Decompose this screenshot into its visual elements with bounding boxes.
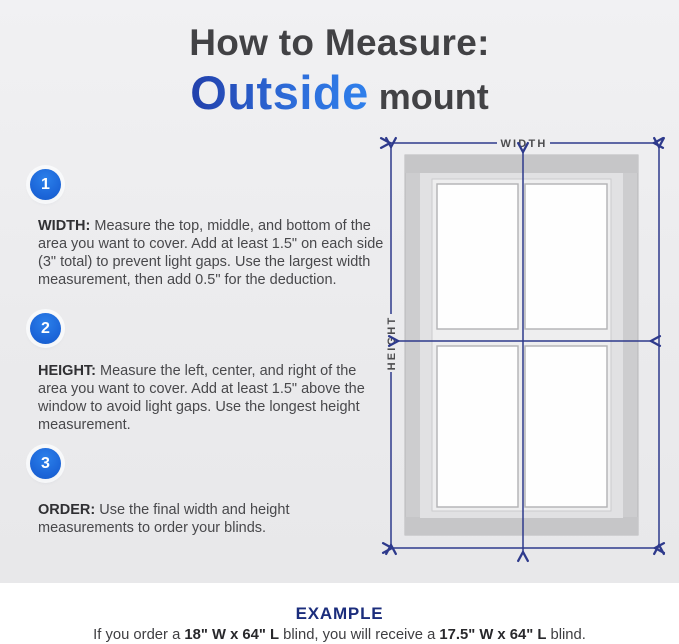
example-heading: EXAMPLE (295, 604, 384, 623)
window-pane-bottom-right (525, 346, 607, 507)
title-highlight: Outside (190, 65, 369, 119)
step-1-number: 1 (41, 175, 50, 193)
example-ordered-size: 18" W x 64" L (184, 627, 280, 643)
example-part-3: blind. (546, 627, 586, 643)
step-3-body: Use the final width and height measurements to order your blinds. (38, 501, 290, 536)
example-footer (0, 583, 679, 644)
example-part-1: If you order a (93, 627, 185, 643)
width-arrow-top (390, 138, 654, 150)
example-received-size: 17.5" W x 64" L (439, 627, 547, 643)
example-part-2: blind, you will receive a (279, 627, 440, 643)
title-line-1: How to Measure: (189, 22, 490, 63)
step-1-label: WIDTH: (38, 217, 91, 234)
example-sentence (0, 627, 679, 643)
window-pane-top-right (525, 184, 607, 329)
window-pane-bottom-left (437, 346, 518, 507)
step-3-label: ORDER: (38, 501, 96, 518)
step-3-number: 3 (41, 454, 50, 472)
title-suffix: mount (378, 75, 489, 117)
step-2-body: Measure the left, center, and right of the area you want to cover. Add at least 1.5" above the window to avoid light gaps. Use the longest height measurement. (38, 362, 365, 434)
step-1-body: Measure the top, middle, and bottom of the area you want to cover. Add at least 1.5" on each side (3" total) to prevent light gaps. Use the largest width measurement, then add 0.5" for the deduction. (38, 217, 384, 289)
height-label: HEIGHT (386, 315, 398, 371)
window-illustration (405, 155, 638, 535)
height-arrow-left (386, 147, 398, 545)
step-2-label: HEIGHT: (38, 362, 96, 379)
window-sill (405, 517, 638, 535)
window-pane-top-left (437, 184, 518, 329)
window-head (405, 155, 638, 173)
width-label: WIDTH (500, 138, 548, 150)
step-2-number: 2 (41, 319, 50, 337)
